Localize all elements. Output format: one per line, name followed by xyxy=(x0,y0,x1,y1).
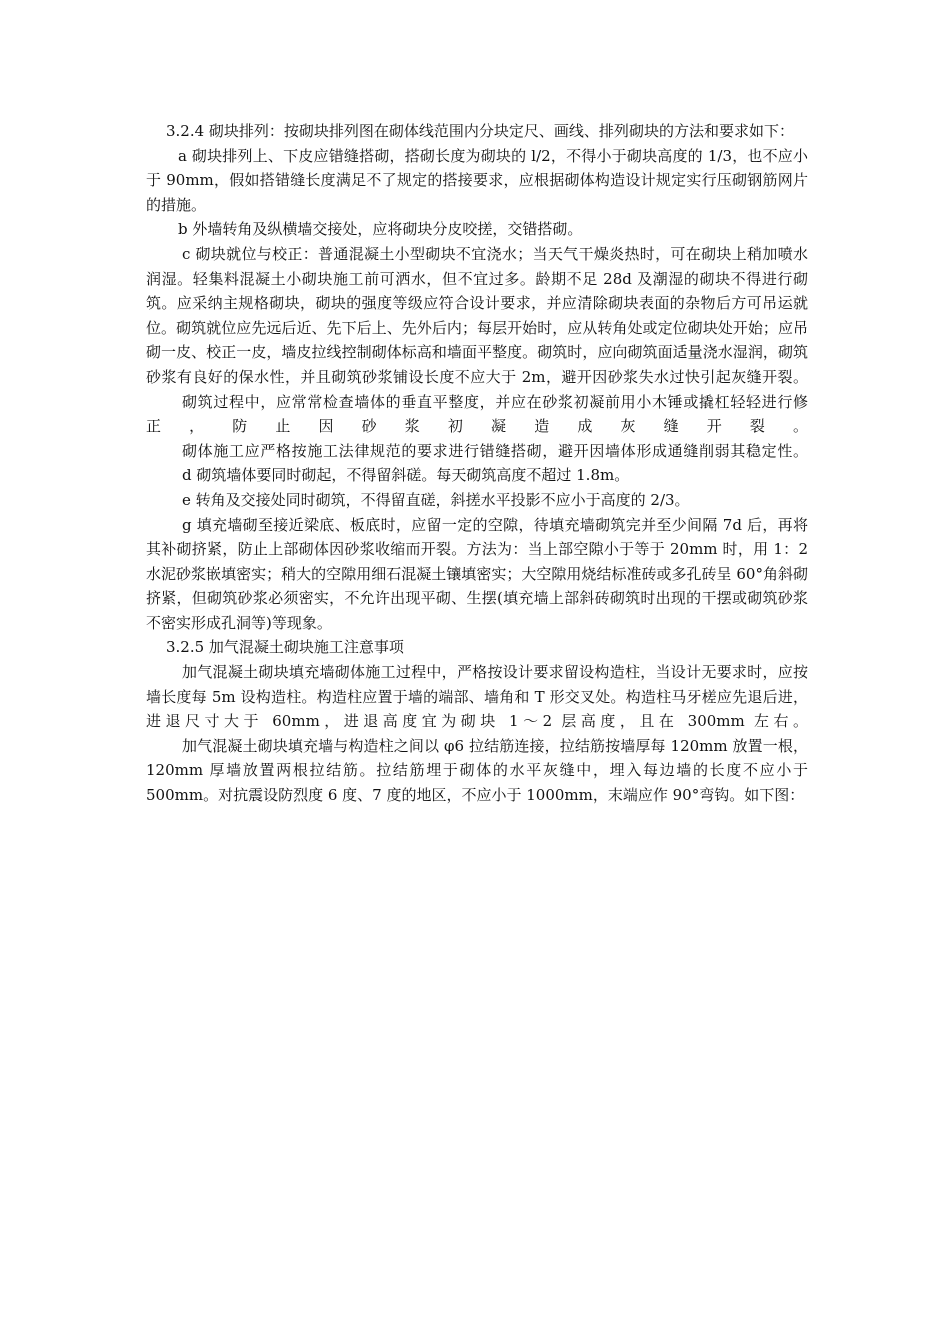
paragraph-b: b 外墙转角及纵横墙交接处，应将砌块分皮咬搓，交错搭砌。 xyxy=(178,220,583,239)
paragraph-masonry-process: 砌筑过程中，应常常检查墙体的垂直平整度，并应在砂浆初凝前用小木锤或撬杠轻轻进行修正，防止因砂浆初凝造成灰缝开裂。 xyxy=(146,392,808,436)
paragraph-aerated-concrete-columns: 加气混凝土砌块填充墙砌体施工过程中，严格按设计要求留设构造柱，当设计无要求时，应按墙长度每 5m 设构造柱。构造柱应置于墙的端部、墙角和 T 形交叉处。构造柱马牙槎应先退后进，进退尺寸大于 60mm，进退高度宜为砌块 1～2 层高度，且在 300mm 左右。 xyxy=(146,663,808,731)
document-body xyxy=(146,119,808,808)
paragraph-g: g 填充墙砌至接近梁底、板底时，应留一定的空隙，待填充墙砌筑完并至少间隔 7d 后，再将其补砌挤紧，防止上部砌体因砂浆收缩而开裂。方法为：当上部空隙小于等于 20mm 时，用 1：2 水泥砂浆嵌填密实；稍大的空隙用细石混凝土镶填密实；大空隙用烧结标准砖或多孔砖呈 60°角斜砌挤紧，但砌筑砂浆必须密实，不允许出现平砌、生摆(填充墙上部斜砖砌筑时出现的干摆或砌筑砂浆不密实形成孔洞等)等现象。 xyxy=(146,515,808,632)
paragraph-e: e 转角及交接处同时砌筑，不得留直磋，斜搓水平投影不应小于高度的 2/3。 xyxy=(182,490,690,509)
paragraph-staggered-joints: 砌体施工应严格按施工法律规范的要求进行错缝搭砌，避开因墙体形成通缝削弱其稳定性。 xyxy=(182,441,808,460)
paragraph-d: d 砌筑墙体要同时砌起，不得留斜磋。每天砌筑高度不超过 1.8m。 xyxy=(182,466,630,485)
paragraph-3-2-5-heading: 3.2.5 加气混凝土砌块施工注意事项 xyxy=(166,638,404,657)
paragraph-3-2-4-heading: 3.2.4 砌块排列：按砌块排列图在砌体线范围内分块定尺、画线、排列砌块的方法和要求如下： xyxy=(166,122,794,140)
paragraph-a: a 砌块排列上、下皮应错缝搭砌，搭砌长度为砌块的 l/2，不得小于砌块高度的 1/3，也不应小于 90mm，假如搭错缝长度满足不了规定的搭接要求，应根据砌体构造设计规定实行压砌钢筋网片的措施。 xyxy=(146,146,808,214)
paragraph-c: c 砌块就位与校正：普通混凝土小型砌块不宜浇水；当天气干燥炎热时，可在砌块上稍加喷水润湿。轻集料混凝土小砌块施工前可洒水，但不宜过多。龄期不足 28d 及潮湿的砌块不得进行砌筑。应采纳主规格砌块，砌块的强度等级应符合设计要求，并应清除砌块表面的杂物后方可吊运就位。砌筑就位应先远后近、先下后上、先外后内；每层开始时，应从转角处或定位砌块处开始；应吊砌一皮、校正一皮，墙皮拉线控制砌体标高和墙面平整度。砌筑时，应向砌筑面适量浇水湿润，砌筑砂浆有良好的保水性，并且砌筑砂浆铺设长度不应大于 2m，避开因砂浆失水过快引起灰缝开裂。 xyxy=(146,244,808,386)
paragraph-aerated-concrete-tie-bars: 加气混凝土砌块填充墙与构造柱之间以 φ6 拉结筋连接，拉结筋按墙厚每 120mm 放置一根，120mm 厚墙放置两根拉结筋。拉结筋埋于砌体的水平灰缝中，埋入每边墙的长度不应小于 500mm。对抗震设防烈度 6 度、7 度的地区，不应小于 1000mm，末端应作 90°弯钩。如下图： xyxy=(146,736,808,805)
